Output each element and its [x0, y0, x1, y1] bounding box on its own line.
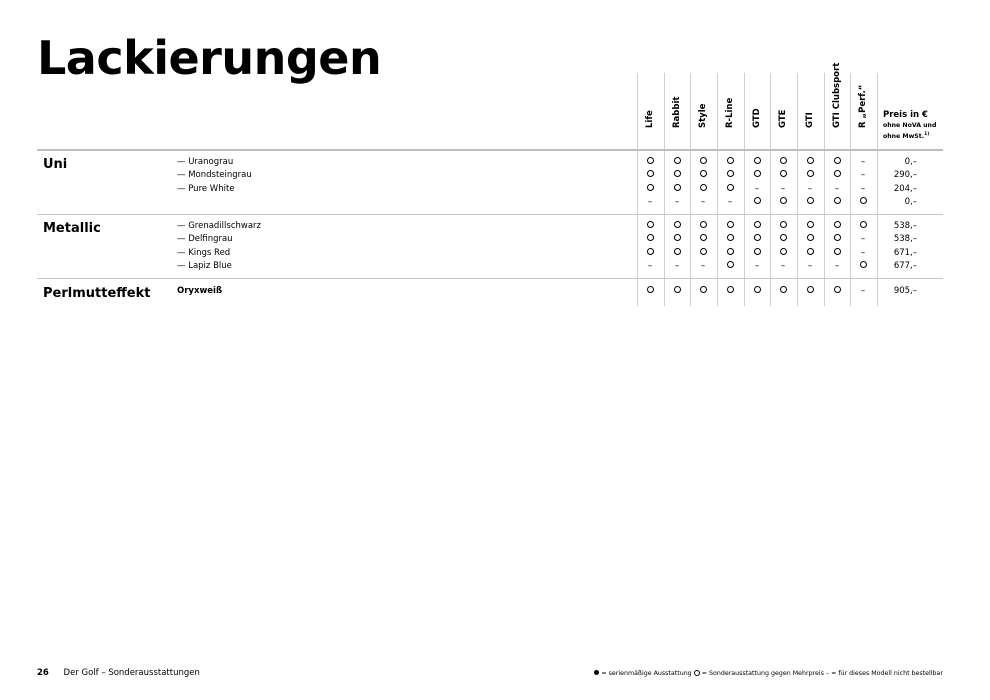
optional-circle-icon [744, 156, 770, 169]
open-circle-icon [754, 170, 761, 177]
section-divider [37, 149, 943, 151]
optional-circle-icon [850, 260, 876, 273]
price-value: 677,– [893, 260, 917, 271]
not-available-mark: – [860, 286, 866, 296]
open-circle-icon [834, 197, 841, 204]
open-circle-icon [807, 248, 814, 255]
optional-circle-icon [690, 233, 716, 246]
price-value: 0,– [904, 157, 917, 167]
open-circle-icon [807, 234, 814, 241]
optional-circle-icon [744, 220, 770, 233]
not-available-mark: – [860, 234, 866, 245]
open-circle-icon [834, 157, 841, 164]
optional-circle-icon [717, 285, 743, 298]
open-circle-icon [674, 157, 681, 164]
open-circle-icon [780, 234, 787, 241]
page-title: Lackierungen [37, 31, 382, 85]
price-value: 538,– [893, 221, 917, 231]
not-available-mark: – [700, 196, 706, 207]
open-circle-icon [647, 170, 654, 177]
open-circle-icon [807, 197, 814, 204]
optional-circle-icon [637, 247, 663, 260]
optional-circle-icon [744, 285, 770, 298]
open-circle-icon [727, 221, 734, 228]
open-circle-icon [700, 184, 707, 191]
open-circle-icon [780, 248, 787, 255]
table-row [0, 183, 990, 196]
optional-circle-icon [770, 220, 796, 233]
optional-circle-icon [770, 285, 796, 298]
open-circle-icon [754, 157, 761, 164]
color-name: — Grenadillschwarz [177, 221, 262, 231]
optional-circle-icon [797, 247, 823, 260]
column-header [824, 62, 850, 138]
optional-circle-icon [637, 156, 663, 169]
table-row [0, 196, 990, 209]
open-circle-icon [674, 234, 681, 241]
section-title: Perlmutteffekt [43, 286, 151, 301]
optional-circle-icon [637, 183, 663, 196]
document-title: Der Golf – Sonderausstattungen [63, 668, 200, 678]
not-available-mark: – [700, 260, 706, 271]
column-header-label: GTE [778, 109, 788, 128]
open-circle-icon [647, 221, 654, 228]
optional-circle-icon [717, 220, 743, 233]
not-available-mark: – [834, 183, 840, 194]
open-circle-icon [807, 157, 814, 164]
optional-circle-icon [717, 183, 743, 196]
open-circle-icon [727, 184, 734, 191]
table-row [0, 169, 990, 182]
open-circle-icon [834, 248, 841, 255]
column-header-label: Style [698, 103, 708, 128]
open-circle-icon [834, 170, 841, 177]
optional-circle-icon [797, 196, 823, 209]
color-name: Oryxweiß [177, 286, 223, 296]
column-header [797, 70, 823, 138]
open-circle-icon [807, 286, 814, 293]
price-value: 905,– [893, 286, 917, 296]
open-circle-icon [700, 157, 707, 164]
open-circle-icon [700, 234, 707, 241]
not-available-mark: – [754, 183, 760, 194]
column-header [850, 70, 876, 138]
legend-serial: = serienmäßige Ausstattung [601, 670, 692, 677]
optional-circle-icon [797, 233, 823, 246]
open-circle-icon [674, 221, 681, 228]
column-header [770, 70, 796, 138]
not-available-mark: – [860, 170, 866, 181]
optional-circle-icon [690, 183, 716, 196]
column-header-label: GTD [752, 108, 762, 128]
optional-circle-icon [717, 233, 743, 246]
legend-optional: = Sonderausstattung gegen Mehrpreis [701, 670, 824, 677]
optional-circle-icon [824, 169, 850, 182]
open-circle-icon [834, 234, 841, 241]
optional-circle-icon [690, 285, 716, 298]
open-circle-icon [754, 248, 761, 255]
optional-circle-icon [850, 220, 876, 233]
column-header [664, 70, 690, 138]
optional-circle-icon [824, 233, 850, 246]
open-circle-icon [780, 197, 787, 204]
open-circle-icon [860, 261, 867, 268]
not-available-mark: – [647, 260, 653, 271]
open-circle-icon [780, 170, 787, 177]
optional-circle-icon [664, 233, 690, 246]
not-available-mark: – [674, 196, 680, 207]
open-circle-icon [647, 234, 654, 241]
column-header-label: GTI Clubsport [832, 62, 842, 128]
open-circle-icon [700, 221, 707, 228]
column-header-label: Rabbit [672, 96, 682, 128]
optional-circle-icon [770, 156, 796, 169]
optional-circle-icon [797, 169, 823, 182]
optional-circle-icon [664, 247, 690, 260]
not-available-mark: – [647, 196, 653, 207]
optional-circle-icon [637, 220, 663, 233]
not-available-mark: – [807, 183, 813, 194]
table-row [0, 247, 990, 260]
optional-circle-icon [770, 247, 796, 260]
open-circle-icon [780, 286, 787, 293]
open-circle-icon [727, 170, 734, 177]
open-circle-icon [860, 221, 867, 228]
optional-circle-icon [824, 156, 850, 169]
optional-circle-icon [637, 285, 663, 298]
open-circle-icon [807, 221, 814, 228]
open-circle-icon [754, 234, 761, 241]
open-circle-icon [647, 286, 654, 293]
optional-circle-icon [637, 169, 663, 182]
open-circle-icon [727, 286, 734, 293]
not-available-mark: – [780, 260, 786, 271]
open-circle-icon [780, 157, 787, 164]
optional-circle-icon [744, 247, 770, 260]
open-circle-icon [727, 234, 734, 241]
column-header-label: GTI [805, 112, 815, 128]
color-name: — Pure White [177, 183, 235, 194]
not-available-mark: – [674, 260, 680, 271]
page-number: 26 [37, 668, 49, 678]
optional-circle-icon [637, 233, 663, 246]
table-row [0, 260, 990, 273]
optional-circle-icon [824, 220, 850, 233]
optional-circle-icon [664, 169, 690, 182]
column-header-label: R „Perf.“ [858, 84, 868, 128]
not-available-mark: – [807, 260, 813, 271]
color-name: — Lapiz Blue [177, 260, 232, 271]
color-name: — Kings Red [177, 247, 231, 258]
color-name: — Mondsteingrau [177, 170, 252, 181]
price-value: 671,– [893, 247, 917, 258]
optional-circle-icon [717, 247, 743, 260]
optional-circle-icon [717, 169, 743, 182]
section-divider [37, 278, 943, 279]
optional-circle-icon [717, 156, 743, 169]
optional-circle-icon [744, 169, 770, 182]
not-available-mark: – [860, 183, 866, 194]
optional-circle-icon [664, 183, 690, 196]
open-circle-icon [807, 170, 814, 177]
open-circle-icon [754, 197, 761, 204]
not-available-mark: – [860, 247, 866, 258]
optional-circle-icon [770, 233, 796, 246]
not-available-mark: – [834, 260, 840, 271]
column-header-label: Life [645, 110, 655, 128]
optional-circle-icon [717, 260, 743, 273]
open-circle-icon [700, 170, 707, 177]
optional-circle-icon [824, 285, 850, 298]
column-header [744, 70, 770, 138]
open-circle-icon [674, 248, 681, 255]
open-circle-icon [700, 248, 707, 255]
open-circle-icon [647, 248, 654, 255]
color-name: — Delfingrau [177, 234, 233, 245]
open-circle-icon [834, 221, 841, 228]
optional-circle-icon [664, 285, 690, 298]
price-value: 290,– [893, 170, 917, 181]
not-available-mark: – [727, 196, 733, 207]
color-name: — Uranograu [177, 157, 234, 167]
open-circle-icon [860, 197, 867, 204]
optional-circle-icon [664, 156, 690, 169]
not-available-mark: – [860, 157, 866, 167]
optional-circle-icon [744, 233, 770, 246]
price-value: 538,– [893, 234, 917, 245]
table-row [0, 220, 990, 233]
filled-circle-icon [594, 670, 599, 675]
section-divider [37, 214, 943, 215]
price-value: 0,– [904, 196, 917, 207]
table-row [0, 233, 990, 246]
open-circle-icon [647, 157, 654, 164]
table-row [0, 285, 990, 298]
price-value: 204,– [893, 183, 917, 194]
open-circle-icon [727, 261, 734, 268]
legend [594, 670, 943, 677]
price-header-line2: ohne NoVA und [883, 122, 937, 129]
price-header-line1: Preis in € [883, 110, 928, 120]
column-header [690, 70, 716, 138]
section-title: Metallic [43, 221, 101, 236]
column-header [637, 70, 663, 138]
open-circle-icon [754, 286, 761, 293]
optional-circle-icon [850, 196, 876, 209]
open-circle-icon [674, 170, 681, 177]
section-title: Uni [43, 157, 68, 172]
page-footer [37, 668, 200, 678]
optional-circle-icon [690, 156, 716, 169]
open-circle-icon [727, 248, 734, 255]
optional-circle-icon [824, 247, 850, 260]
optional-circle-icon [797, 285, 823, 298]
optional-circle-icon [664, 220, 690, 233]
optional-circle-icon [824, 196, 850, 209]
optional-circle-icon [770, 196, 796, 209]
not-available-mark: – [780, 183, 786, 194]
open-circle-icon [647, 184, 654, 191]
column-header-label: R-Line [725, 97, 735, 128]
table-row [0, 156, 990, 169]
open-circle-icon [780, 221, 787, 228]
optional-circle-icon [690, 169, 716, 182]
open-circle-icon [674, 184, 681, 191]
price-header-line3: ohne MwSt.$^{1)}$ [883, 132, 930, 141]
optional-circle-icon [797, 156, 823, 169]
optional-circle-icon [797, 220, 823, 233]
optional-circle-icon [690, 220, 716, 233]
legend-not-available: – = für dieses Modell nicht bestellbar [825, 670, 943, 677]
open-circle-icon [834, 286, 841, 293]
column-header [717, 70, 743, 138]
open-circle-icon [754, 221, 761, 228]
optional-circle-icon [690, 247, 716, 260]
open-circle-icon [700, 286, 707, 293]
price-column-header [883, 110, 945, 141]
optional-circle-icon [770, 169, 796, 182]
not-available-mark: – [754, 260, 760, 271]
open-circle-icon [694, 670, 700, 676]
optional-circle-icon [744, 196, 770, 209]
open-circle-icon [727, 157, 734, 164]
open-circle-icon [674, 286, 681, 293]
